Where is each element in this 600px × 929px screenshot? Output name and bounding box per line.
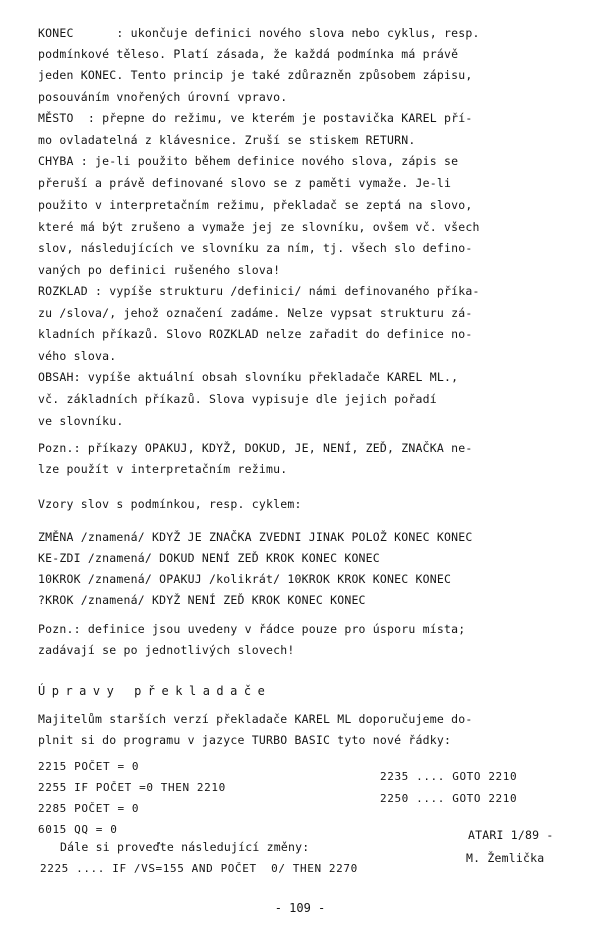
text-line: zadávají se po jednotlivých slovech!: [38, 643, 295, 657]
text-line: mo ovladatelná z klávesnice. Zruší se stiskem RETURN.: [38, 133, 416, 147]
text-line: 10KROK /znamená/ OPAKUJ /kolikrát/ 10KROK KROK KONEC KONEC: [38, 572, 452, 586]
text-line: ZMĚNA /znamená/ KDYŽ JE ZNAČKA ZVEDNI JINAK POLOŽ KONEC KONEC: [38, 530, 473, 544]
text-line: KE-ZDI /znamená/ DOKUD NENÍ ZEĎ KROK KONEC KONEC: [38, 551, 380, 565]
text-line: ve slovníku.: [38, 414, 124, 428]
text-line: lze použít v interpretačním režimu.: [38, 462, 288, 476]
signature-source: ATARI 1/89 -: [468, 828, 554, 842]
code-line: 2235 .... GOTO 2210: [380, 770, 518, 783]
text-line: Majitelům starších verzí překladače KAREL ML doporučujeme do-: [38, 712, 473, 726]
text-line: ROZKLAD : vypíše strukturu /definici/ námi definovaného příka-: [38, 284, 480, 298]
text-line: podmínkové těleso. Platí zásada, že každá podmínka má právě: [38, 47, 459, 61]
text-line: MĚSTO : přepne do režimu, ve kterém je postavička KAREL pří-: [38, 111, 473, 125]
code-line: 6015 QQ = 0: [38, 823, 118, 836]
text-line: OBSAH: vypíše aktuální obsah slovníku překladače KAREL ML.,: [38, 370, 459, 384]
page-number: - 109 -: [274, 901, 326, 915]
text-line: ?KROK /znamená/ KDYŽ NENÍ ZEĎ KROK KONEC KONEC: [38, 593, 366, 607]
code-line: 2285 POČET = 0: [38, 802, 140, 815]
text-line: vč. základních příkazů. Slova vypisuje dle jejich pořadí: [38, 392, 437, 406]
text-line: KONEC : ukončuje definici nového slova nebo cyklus, resp.: [38, 26, 480, 40]
text-line: Pozn.: příkazy OPAKUJ, KDYŽ, DOKUD, JE, NENÍ, ZEĎ, ZNAČKA ne-: [38, 441, 473, 455]
text-line: slov, následujících ve slovníku za ním, tj. všech slo defino-: [38, 241, 473, 255]
text-line: přeruší a právě definované slovo se z paměti vymaže. Je-li: [38, 176, 452, 190]
text-line: CHYBA : je-li použito během definice nového slova, zápis se: [38, 154, 459, 168]
text-line: Pozn.: definice jsou uvedeny v řádce pouze pro úsporu místa;: [38, 622, 466, 636]
text-line: které má být zrušeno a vymaže jej ze slovníku, ovšem vč. všech: [38, 220, 480, 234]
text-line: použito v interpretačním režimu, překladač se zeptá na slovo,: [38, 198, 473, 212]
code-line: 2255 IF POČET =0 THEN 2210: [38, 781, 226, 794]
text-line: vého slova.: [38, 349, 117, 363]
section-heading: Úpravy překladače: [38, 684, 272, 698]
code-line: 2250 .... GOTO 2210: [380, 792, 518, 805]
text-line: vaných po definici rušeného slova!: [38, 263, 281, 277]
text-line: posouváním vnořených úrovní vpravo.: [38, 90, 288, 104]
text-line: jeden KONEC. Tento princip je také zdůrazněn způsobem zápisu,: [38, 68, 473, 82]
text-line: plnit si do programu v jazyce TURBO BASIC tyto nové řádky:: [38, 733, 452, 747]
text-line: Dále si proveďte následující změny:: [60, 840, 310, 854]
code-line: 2215 POČET = 0: [38, 760, 140, 773]
signature-author: M. Žemlička: [466, 851, 545, 865]
text-line: kladních příkazů. Slovo ROZKLAD nelze zařadit do definice no-: [38, 327, 473, 341]
text-line: zu /slova/, jehož označení zadáme. Nelze vypsat strukturu zá-: [38, 306, 473, 320]
text-line: Vzory slov s podmínkou, resp. cyklem:: [38, 497, 302, 511]
code-line: 2225 .... IF /VS=155 AND POČET 0/ THEN 2270: [40, 862, 358, 875]
